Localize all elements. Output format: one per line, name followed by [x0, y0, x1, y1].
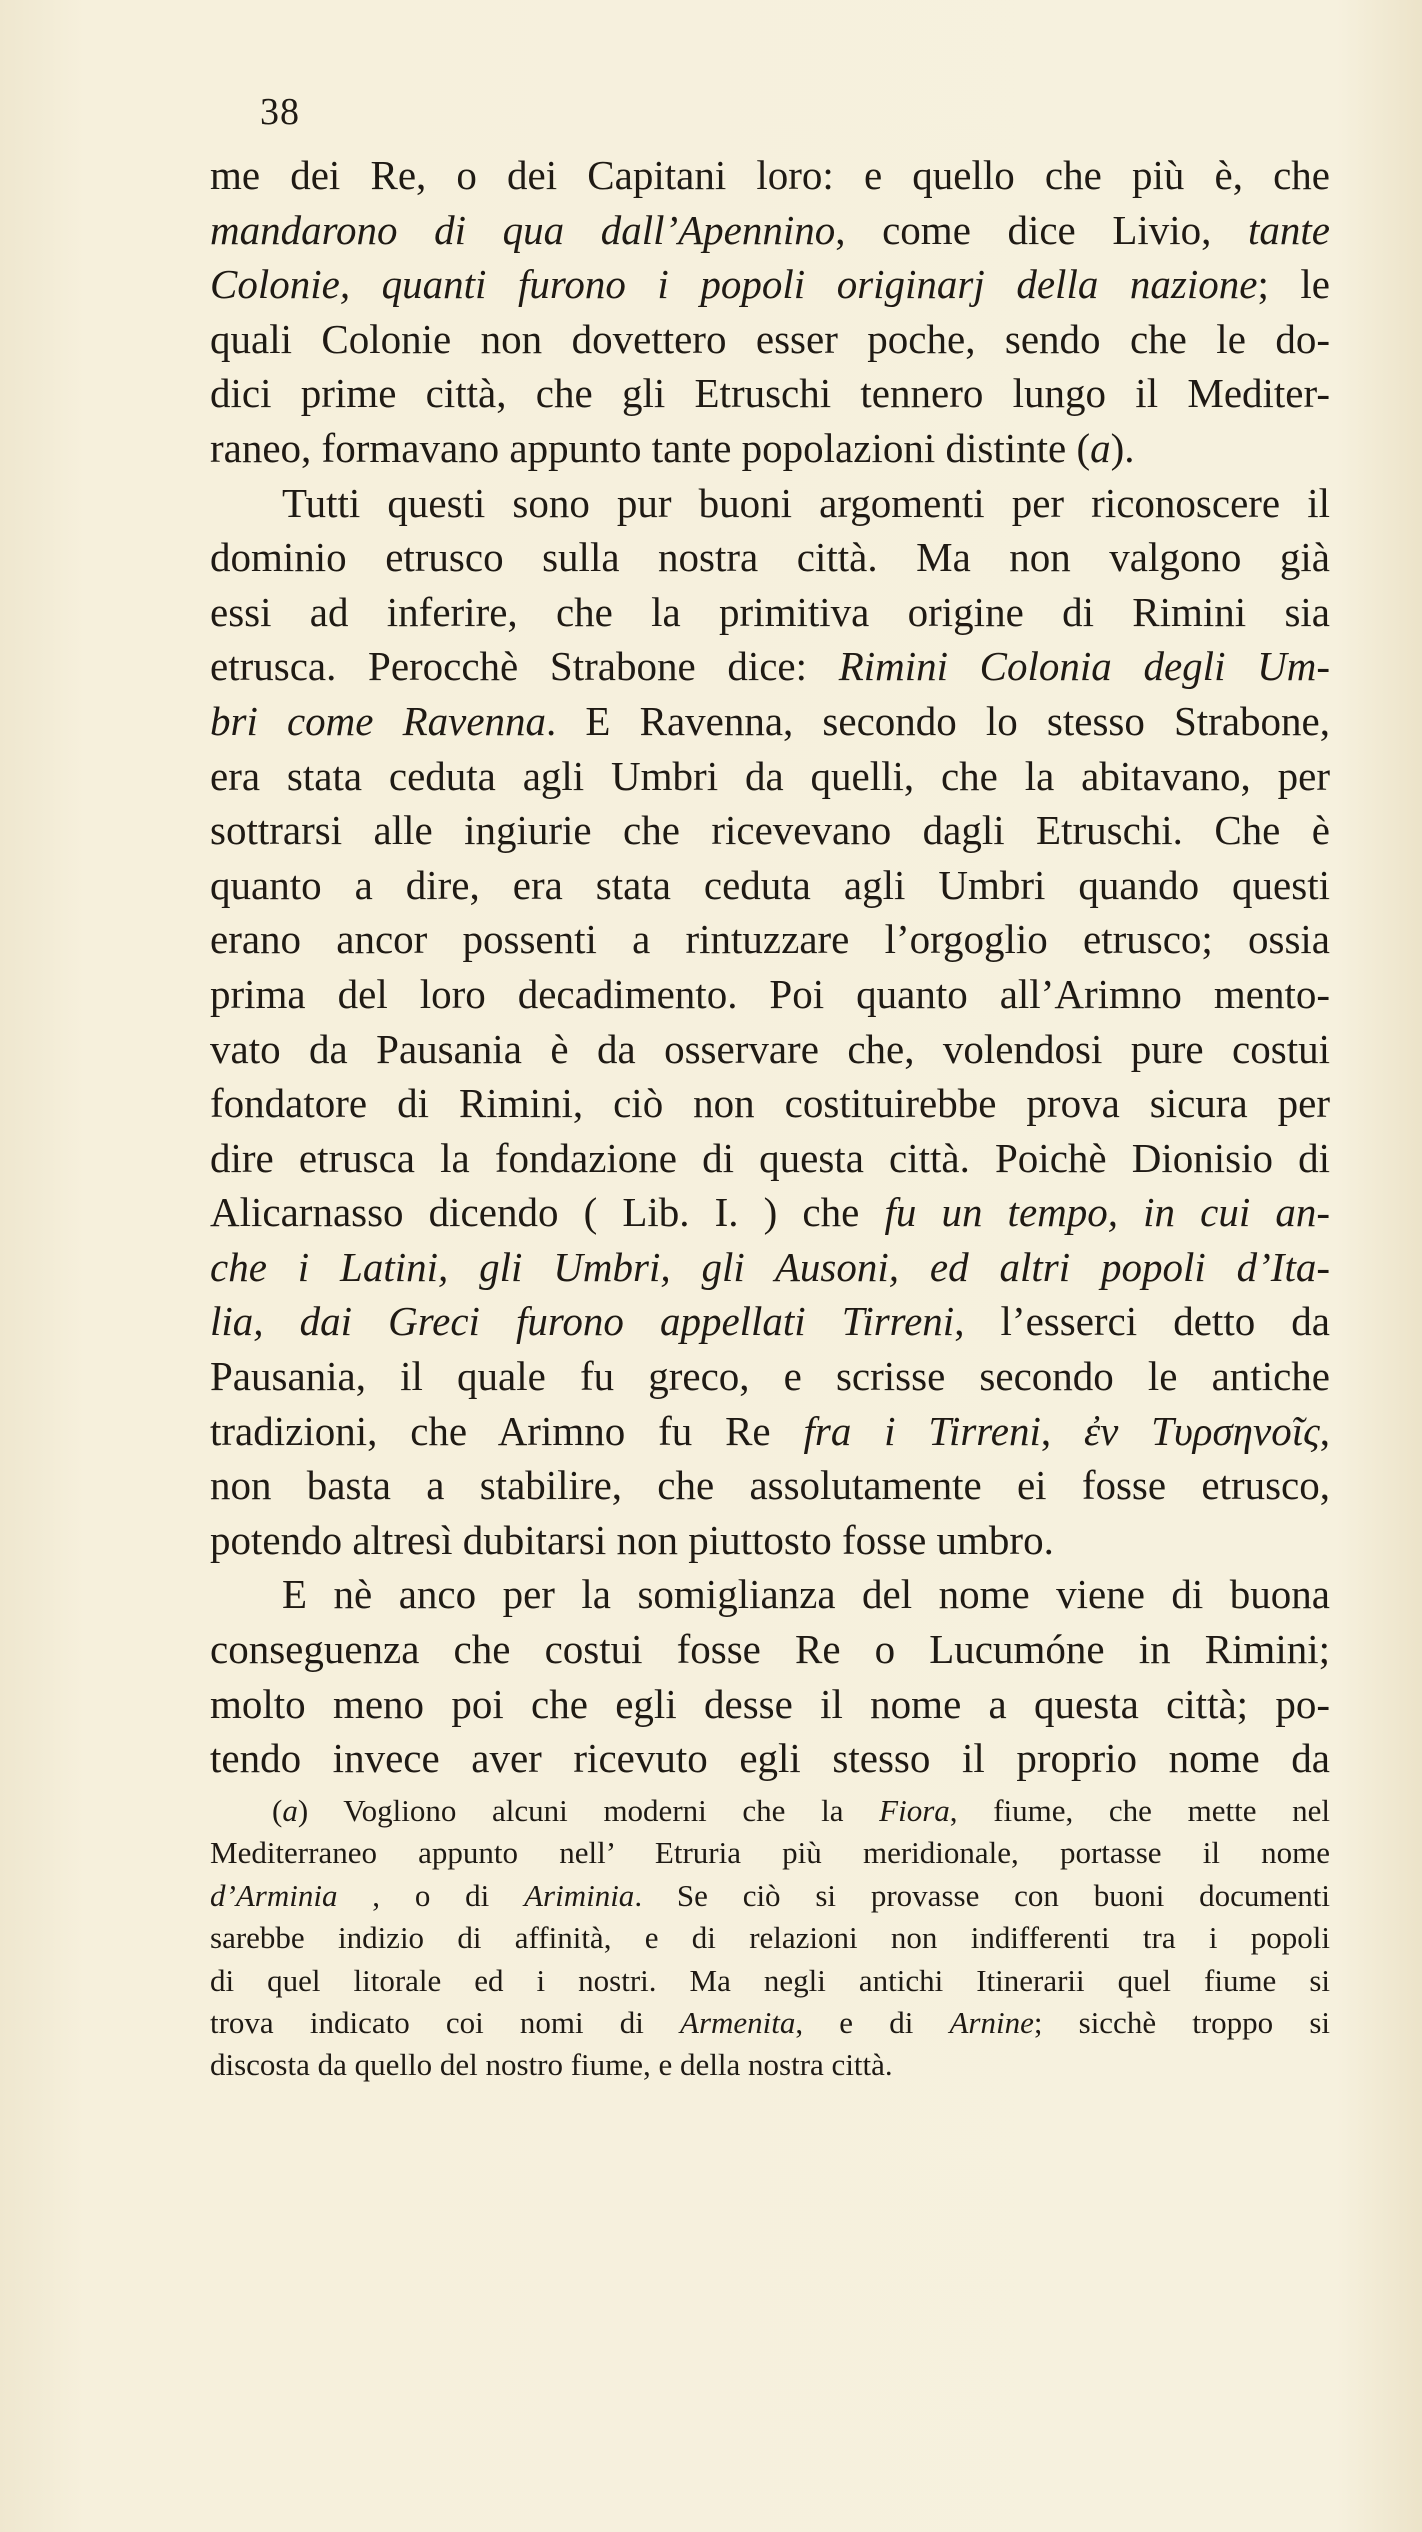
text-line — [210, 803, 1330, 858]
footnote-line — [210, 1960, 1330, 2002]
text-run: non basta a stabilire, che assolutamente ei fosse etrusco, — [210, 1462, 1330, 1509]
italic-text: lia, dai Greci furono appellati Tirreni — [210, 1298, 955, 1345]
text-run: , l’esserci detto da — [954, 1298, 1330, 1345]
text-line — [210, 1513, 1330, 1568]
text-line — [210, 1567, 1330, 1622]
text-line — [210, 148, 1330, 203]
text-run: sottrarsi alle ingiurie che ricevevano dagli Etruschi. Che è — [210, 807, 1330, 854]
text-run: , fiume, che mette nel — [949, 1793, 1330, 1828]
text-run: raneo, formavano appunto tante popolazioni distinte ( — [210, 424, 1091, 471]
italic-text: fu un tempo, in cui an- — [884, 1189, 1330, 1236]
text-run: , e di — [795, 2004, 950, 2040]
text-run: tradizioni, che Arimno fu Re — [210, 1407, 804, 1454]
text-run: tendo invece aver ricevuto egli stesso il proprio nome da — [210, 1735, 1330, 1782]
text-run: trova indicato coi nomi di — [210, 2004, 681, 2040]
text-run: ; le — [1257, 261, 1330, 308]
text-run: Tutti questi sono pur buoni argomenti per riconoscere il — [282, 479, 1330, 526]
italic-text: Ariminia — [524, 1877, 635, 1913]
footnote-line — [210, 1790, 1330, 1832]
text-run: prima del loro decadimento. Poi quanto all’Arimno mento- — [210, 970, 1330, 1017]
text-run: ) Vogliono alcuni moderni che la — [297, 1793, 880, 1828]
italic-text: d’ — [210, 1877, 236, 1913]
text-run: discosta da quello del nostro fiume, e della nostra città. — [210, 2047, 893, 2083]
text-run: erano ancor possenti a rintuzzare l’orgoglio etrusco; ossia — [210, 916, 1330, 963]
italic-text: Fiora — [879, 1793, 950, 1828]
text-line — [210, 912, 1330, 967]
italic-text: a — [1090, 424, 1111, 471]
text-run: dominio etrusco sulla nostra città. Ma non valgono già — [210, 534, 1330, 581]
text-line — [210, 1076, 1330, 1131]
italic-text: Arminia — [235, 1877, 338, 1913]
footnote-line — [210, 2002, 1330, 2044]
text-line — [210, 1185, 1330, 1240]
text-line — [210, 585, 1330, 640]
text-run: dire etrusca la fondazione di questa città. Poichè Dionisio di — [210, 1134, 1330, 1181]
footnote-line — [210, 1832, 1330, 1874]
text-run: sarebbe indizio di affinità, e di relazioni non indifferenti tra i popoli — [210, 1920, 1330, 1956]
text-run: fondatore di Rimini, ciò non costituirebbe prova sicura per — [210, 1080, 1330, 1127]
text-run: . E Ravenna, secondo lo stesso Strabone, — [546, 697, 1330, 744]
text-run: , — [1319, 1407, 1330, 1454]
text-line — [210, 694, 1330, 749]
text-run: . Se ciò si provasse con buoni documenti — [634, 1877, 1330, 1913]
text-line — [210, 1349, 1330, 1404]
text-run: , o di — [337, 1877, 525, 1913]
text-line — [210, 1131, 1330, 1186]
text-run: quanto a dire, era stata ceduta agli Umbri quando questi — [210, 861, 1330, 908]
text-line — [210, 639, 1330, 694]
text-run: ( — [272, 1793, 283, 1828]
text-line — [210, 1731, 1330, 1786]
italic-text: Colonie, quanti furono i popoli originarj della nazione — [210, 261, 1258, 308]
text-line — [210, 1458, 1330, 1513]
text-run: Mediterraneo appunto nell’ Etruria più meridionale, portasse il nome — [210, 1835, 1330, 1871]
footnote — [210, 1790, 1330, 2087]
italic-text: Rimini Colonia degli Um- — [838, 643, 1330, 690]
text-line — [210, 421, 1330, 476]
text-line — [210, 1294, 1330, 1349]
italic-text: Armenita — [680, 2004, 796, 2040]
text-run: ; sicchè troppo si — [1033, 2004, 1330, 2040]
footnote-line — [210, 2044, 1330, 2086]
text-line — [210, 530, 1330, 585]
text-run: di quel litorale ed i nostri. Ma negli antichi Itinerarii quel fiume si — [210, 1962, 1330, 1998]
italic-text: tante — [1248, 206, 1330, 253]
italic-text: fra i Tirreni — [803, 1407, 1041, 1454]
text-run: quali Colonie non dovettero esser poche, sendo che le do- — [210, 315, 1330, 362]
italic-text: che i Latini, gli Umbri, gli Ausoni, ed altri popoli d’Ita- — [210, 1243, 1330, 1290]
page-number: 38 — [260, 91, 300, 133]
italic-text: mandarono di qua dall’Apennino — [210, 206, 836, 253]
text-line — [210, 1622, 1330, 1677]
text-run: ). — [1110, 424, 1135, 471]
text-line — [210, 1240, 1330, 1295]
text-line — [210, 749, 1330, 804]
text-run: , — [1040, 1407, 1084, 1454]
text-line — [210, 312, 1330, 367]
text-line — [210, 203, 1330, 258]
main-text — [210, 148, 1330, 1786]
text-run: E nè anco per la somiglianza del nome viene di buona — [282, 1571, 1330, 1618]
footnote-line — [210, 1917, 1330, 1959]
text-line — [210, 1404, 1330, 1459]
text-line — [210, 476, 1330, 531]
text-run: dici prime città, che gli Etruschi tennero lungo il Mediter- — [210, 370, 1330, 417]
italic-text: a — [282, 1793, 298, 1828]
text-line — [210, 1022, 1330, 1077]
text-run: conseguenza che costui fosse Re o Lucumóne in Rimini; — [210, 1626, 1330, 1673]
text-line — [210, 1677, 1330, 1732]
text-run: Pausania, il quale fu greco, e scrisse secondo le antiche — [210, 1353, 1330, 1400]
text-line — [210, 257, 1330, 312]
text-run: essi ad inferire, che la primitiva origine di Rimini sia — [210, 588, 1330, 635]
text-run: molto meno poi che egli desse il nome a questa città; po- — [210, 1680, 1330, 1727]
text-line — [210, 967, 1330, 1022]
italic-text: bri come Ravenna — [210, 697, 547, 744]
text-run: potendo altresì dubitarsi non piuttosto fosse umbro. — [210, 1516, 1054, 1563]
footnote-line — [210, 1875, 1330, 1917]
italic-text: ἐν Τυρσηνοῖς — [1083, 1407, 1320, 1454]
text-run: Alicarnasso dicendo ( Lib. I. ) che — [210, 1189, 885, 1236]
text-run: me dei Re, o dei Capitani loro: e quello che più è, che — [210, 152, 1330, 198]
text-run: vato da Pausania è da osservare che, volendosi pure costui — [210, 1025, 1330, 1072]
italic-text: Arnine — [949, 2004, 1034, 2040]
text-run: era stata ceduta agli Umbri da quelli, che la abitavano, per — [210, 752, 1330, 799]
text-line — [210, 858, 1330, 913]
text-run: etrusca. Perocchè Strabone dice: — [210, 643, 839, 690]
text-line — [210, 366, 1330, 421]
text-run: , come dice Livio, — [835, 206, 1249, 253]
